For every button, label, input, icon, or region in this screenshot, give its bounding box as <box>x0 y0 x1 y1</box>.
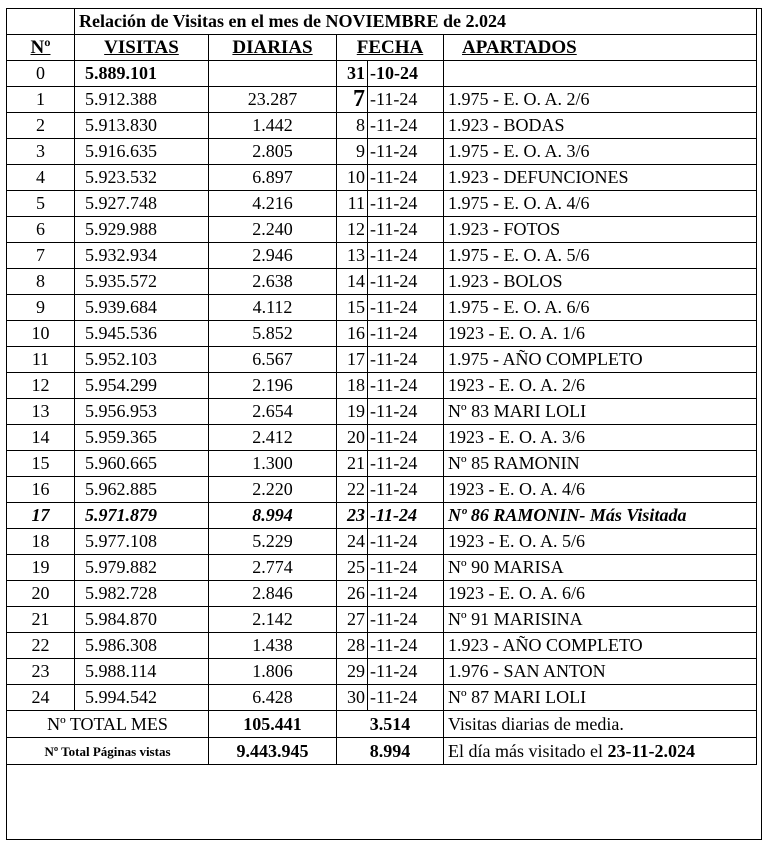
row-apartado: 1923 - E. O. A. 2/6 <box>444 373 757 399</box>
row-fecha-day: 29 <box>337 659 368 685</box>
row-fecha-month: -11-24 <box>368 399 444 425</box>
row-apartado: 1923 - E. O. A. 4/6 <box>444 477 757 503</box>
row-visitas: 5.935.572 <box>75 269 209 295</box>
page-title: Relación de Visitas en el mes de NOVIEMBRE de 2.024 <box>75 8 444 35</box>
row-fecha-month: -11-24 <box>368 607 444 633</box>
row-number: 7 <box>7 243 75 269</box>
row-fecha-day: 9 <box>337 139 368 165</box>
row-apartado: 1.923 - BODAS <box>444 113 757 139</box>
table-row <box>7 529 757 555</box>
row-apartado: 1923 - E. O. A. 3/6 <box>444 425 757 451</box>
row-fecha-month: -11-24 <box>368 191 444 217</box>
row-apartado: 1.923 - DEFUNCIONES <box>444 165 757 191</box>
row-fecha-month: -11-24 <box>368 477 444 503</box>
row-fecha-month: -11-24 <box>368 269 444 295</box>
table-row <box>7 633 757 659</box>
total-month-note: Visitas diarias de media. <box>444 711 757 738</box>
row-apartado: Nº 87 MARI LOLI <box>444 685 757 711</box>
row-diarias: 5.852 <box>209 321 337 347</box>
table-row <box>7 581 757 607</box>
row-number: 15 <box>7 451 75 477</box>
table-row <box>7 347 757 373</box>
row-diarias: 2.412 <box>209 425 337 451</box>
row-fecha-day: 28 <box>337 633 368 659</box>
row-visitas: 5.923.532 <box>75 165 209 191</box>
total-pages-note-prefix: El día más visitado el <box>448 740 608 761</box>
row-fecha-day: 17 <box>337 347 368 373</box>
table-row <box>7 191 757 217</box>
total-pages-note-date: 23-11-2.024 <box>607 740 695 761</box>
header-visitas: VISITAS <box>75 35 209 61</box>
row-visitas: 5.932.934 <box>75 243 209 269</box>
table-row <box>7 425 757 451</box>
header-row <box>7 35 757 61</box>
row-fecha-day: 19 <box>337 399 368 425</box>
row-fecha-month: -11-24 <box>368 139 444 165</box>
row-diarias: 4.112 <box>209 295 337 321</box>
row-diarias: 1.806 <box>209 659 337 685</box>
row-visitas: 5.988.114 <box>75 659 209 685</box>
row-visitas: 5.960.665 <box>75 451 209 477</box>
total-pages-max: 8.994 <box>337 738 444 765</box>
row-apartado: 1.976 - SAN ANTON <box>444 659 757 685</box>
row-fecha-month: -11-24 <box>368 555 444 581</box>
row-fecha-day: 13 <box>337 243 368 269</box>
row-fecha-day: 27 <box>337 607 368 633</box>
row-apartado: 1.975 - E. O. A. 5/6 <box>444 243 757 269</box>
table-row <box>7 295 757 321</box>
row-diarias <box>209 61 337 87</box>
table-row <box>7 243 757 269</box>
row-visitas: 5.927.748 <box>75 191 209 217</box>
total-month-label: Nº TOTAL MES <box>7 711 209 738</box>
row-fecha-day: 15 <box>337 295 368 321</box>
row-apartado: Nº 91 MARISINA <box>444 607 757 633</box>
row-apartado: 1923 - E. O. A. 6/6 <box>444 581 757 607</box>
row-visitas: 5.913.830 <box>75 113 209 139</box>
row-fecha-day: 25 <box>337 555 368 581</box>
row-number: 9 <box>7 295 75 321</box>
row-number: 20 <box>7 581 75 607</box>
row-fecha-day: 30 <box>337 685 368 711</box>
row-number: 13 <box>7 399 75 425</box>
row-fecha-day: 10 <box>337 165 368 191</box>
row-diarias: 2.638 <box>209 269 337 295</box>
row-fecha-month: -11-24 <box>368 321 444 347</box>
row-fecha-day: 22 <box>337 477 368 503</box>
table-row <box>7 269 757 295</box>
row-visitas: 5.994.542 <box>75 685 209 711</box>
row-diarias: 6.428 <box>209 685 337 711</box>
row-fecha-day: 18 <box>337 373 368 399</box>
row-number: 22 <box>7 633 75 659</box>
table-row <box>7 113 757 139</box>
total-pages-value: 9.443.945 <box>209 738 337 765</box>
header-apartados: APARTADOS <box>444 35 757 61</box>
title-left-blank <box>7 8 75 35</box>
row-fecha-day: 20 <box>337 425 368 451</box>
row-fecha-day: 7 <box>337 87 368 113</box>
row-number: 11 <box>7 347 75 373</box>
total-month-average: 3.514 <box>337 711 444 738</box>
total-month-value: 105.441 <box>209 711 337 738</box>
row-visitas: 5.982.728 <box>75 581 209 607</box>
row-diarias: 23.287 <box>209 87 337 113</box>
row-diarias: 2.654 <box>209 399 337 425</box>
row-diarias: 1.300 <box>209 451 337 477</box>
row-visitas: 5.959.365 <box>75 425 209 451</box>
row-fecha-day: 31 <box>337 61 368 87</box>
row-fecha-day: 14 <box>337 269 368 295</box>
row-fecha-day: 12 <box>337 217 368 243</box>
row-number: 3 <box>7 139 75 165</box>
row-fecha-month: -10-24 <box>368 61 444 87</box>
row-fecha-month: -11-24 <box>368 659 444 685</box>
table-row <box>7 321 757 347</box>
header-fecha: FECHA <box>337 35 444 61</box>
row-fecha-day: 8 <box>337 113 368 139</box>
row-fecha-month: -11-24 <box>368 243 444 269</box>
row-diarias: 2.220 <box>209 477 337 503</box>
total-pages-note <box>444 738 757 765</box>
row-visitas: 5.986.308 <box>75 633 209 659</box>
row-apartado: 1.975 - E. O. A. 2/6 <box>444 87 757 113</box>
row-number: 21 <box>7 607 75 633</box>
row-visitas: 5.889.101 <box>75 61 209 87</box>
total-pages-label: Nº Total Páginas vistas <box>7 738 209 765</box>
row-fecha-month: -11-24 <box>368 633 444 659</box>
table-row <box>7 87 757 113</box>
row-number: 12 <box>7 373 75 399</box>
row-apartado: 1923 - E. O. A. 5/6 <box>444 529 757 555</box>
row-number: 10 <box>7 321 75 347</box>
row-number: 18 <box>7 529 75 555</box>
row-diarias: 5.229 <box>209 529 337 555</box>
table-row <box>7 373 757 399</box>
row-visitas: 5.916.635 <box>75 139 209 165</box>
row-fecha-month: -11-24 <box>368 165 444 191</box>
row-diarias: 6.567 <box>209 347 337 373</box>
row-visitas: 5.945.536 <box>75 321 209 347</box>
row-number: 19 <box>7 555 75 581</box>
row-fecha-month: -11-24 <box>368 685 444 711</box>
row-fecha-month: -11-24 <box>368 347 444 373</box>
row-apartado: Nº 86 RAMONIN- Más Visitada <box>444 503 757 529</box>
visits-table <box>6 8 757 765</box>
row-number: 8 <box>7 269 75 295</box>
row-number: 24 <box>7 685 75 711</box>
table-row <box>7 139 757 165</box>
row-visitas: 5.971.879 <box>75 503 209 529</box>
row-fecha-month: -11-24 <box>368 87 444 113</box>
row-visitas: 5.956.953 <box>75 399 209 425</box>
row-diarias: 1.442 <box>209 113 337 139</box>
row-fecha-month: -11-24 <box>368 425 444 451</box>
total-month-row <box>7 711 757 738</box>
row-visitas: 5.979.882 <box>75 555 209 581</box>
row-visitas: 5.939.684 <box>75 295 209 321</box>
row-diarias: 2.142 <box>209 607 337 633</box>
row-fecha-day: 21 <box>337 451 368 477</box>
row-visitas: 5.984.870 <box>75 607 209 633</box>
row-diarias: 8.994 <box>209 503 337 529</box>
row-visitas: 5.962.885 <box>75 477 209 503</box>
header-diarias: DIARIAS <box>209 35 337 61</box>
row-diarias: 2.240 <box>209 217 337 243</box>
row-diarias: 2.946 <box>209 243 337 269</box>
row-number: 1 <box>7 87 75 113</box>
row-number: 14 <box>7 425 75 451</box>
row-diarias: 6.897 <box>209 165 337 191</box>
total-pages-row <box>7 738 757 765</box>
row-visitas: 5.977.108 <box>75 529 209 555</box>
row-apartado: 1.975 - E. O. A. 3/6 <box>444 139 757 165</box>
table-row <box>7 399 757 425</box>
table-row <box>7 607 757 633</box>
row-number: 6 <box>7 217 75 243</box>
row-apartado: Nº 85 RAMONIN <box>444 451 757 477</box>
row-number: 5 <box>7 191 75 217</box>
row-visitas: 5.952.103 <box>75 347 209 373</box>
row-diarias: 2.774 <box>209 555 337 581</box>
row-visitas: 5.912.388 <box>75 87 209 113</box>
header-n: Nº <box>7 35 75 61</box>
row-fecha-day: 11 <box>337 191 368 217</box>
table-row <box>7 61 757 87</box>
table-row <box>7 555 757 581</box>
row-visitas: 5.954.299 <box>75 373 209 399</box>
row-fecha-month: -11-24 <box>368 295 444 321</box>
row-number: 16 <box>7 477 75 503</box>
table-row <box>7 659 757 685</box>
row-number: 0 <box>7 61 75 87</box>
row-fecha-day: 24 <box>337 529 368 555</box>
row-fecha-month: -11-24 <box>368 373 444 399</box>
row-diarias: 2.846 <box>209 581 337 607</box>
table-row <box>7 477 757 503</box>
row-apartado: Nº 90 MARISA <box>444 555 757 581</box>
row-apartado: 1923 - E. O. A. 1/6 <box>444 321 757 347</box>
row-number: 4 <box>7 165 75 191</box>
table-row <box>7 217 757 243</box>
row-number: 2 <box>7 113 75 139</box>
row-number: 17 <box>7 503 75 529</box>
row-fecha-day: 16 <box>337 321 368 347</box>
row-fecha-month: -11-24 <box>368 503 444 529</box>
row-diarias: 4.216 <box>209 191 337 217</box>
row-fecha-month: -11-24 <box>368 529 444 555</box>
row-apartado: 1.923 - BOLOS <box>444 269 757 295</box>
row-apartado <box>444 61 757 87</box>
row-fecha-day: 23 <box>337 503 368 529</box>
row-fecha-month: -11-24 <box>368 581 444 607</box>
row-fecha-month: -11-24 <box>368 217 444 243</box>
table-row <box>7 451 757 477</box>
row-diarias: 2.196 <box>209 373 337 399</box>
row-number: 23 <box>7 659 75 685</box>
row-diarias: 1.438 <box>209 633 337 659</box>
row-apartado: 1.923 - AÑO COMPLETO <box>444 633 757 659</box>
row-fecha-day: 26 <box>337 581 368 607</box>
table-row <box>7 685 757 711</box>
row-apartado: 1.975 - E. O. A. 4/6 <box>444 191 757 217</box>
row-diarias: 2.805 <box>209 139 337 165</box>
row-visitas: 5.929.988 <box>75 217 209 243</box>
row-apartado: Nº 83 MARI LOLI <box>444 399 757 425</box>
table-row <box>7 503 757 529</box>
row-fecha-month: -11-24 <box>368 451 444 477</box>
table-row <box>7 165 757 191</box>
row-apartado: 1.975 - E. O. A. 6/6 <box>444 295 757 321</box>
row-fecha-month: -11-24 <box>368 113 444 139</box>
row-apartado: 1.923 - FOTOS <box>444 217 757 243</box>
row-apartado: 1.975 - AÑO COMPLETO <box>444 347 757 373</box>
